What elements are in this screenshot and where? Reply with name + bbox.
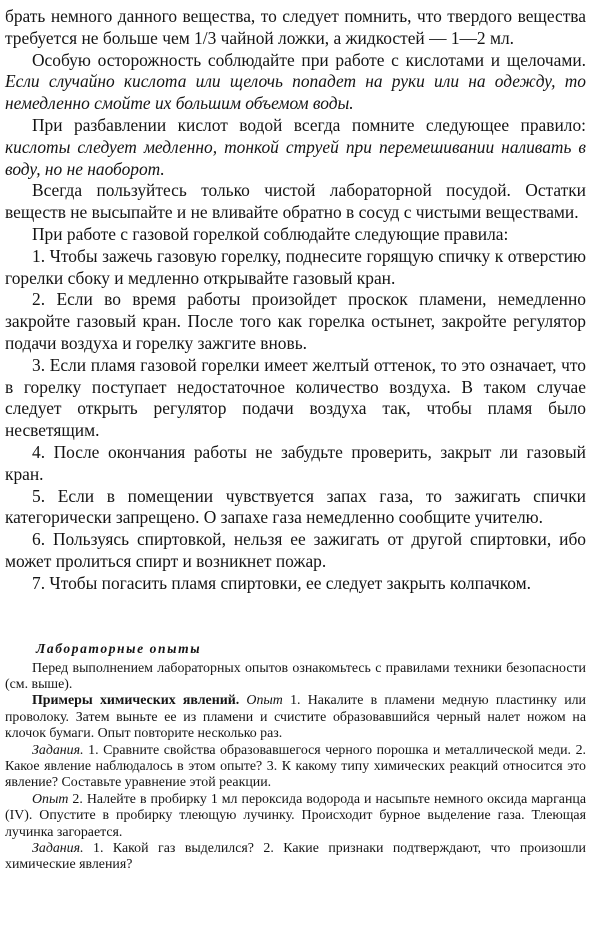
- rule-1: 1. Чтобы зажечь газовую горелку, поднесите горящую спичку к отверстию горелки сбоку и медленно открывайте газовый кран.: [5, 245, 586, 288]
- paragraph-measuring-substances: брать немного данного вещества, то следует помнить, что твердого вещества требуется не больше чем 1/3 чайной ложки, а жидкостей — 1—2 мл.: [5, 6, 586, 48]
- paragraph-dilution-rule: При разбавлении кислот водой всегда помните следующее правило: кислоты следует медленно, тонкой струей при перемешивании наливать в воду, но не наоборот.: [5, 114, 586, 179]
- section-gap: [5, 595, 586, 641]
- rule-4: 4. После окончания работы не забудьте проверить, закрыт ли газовый кран.: [5, 441, 586, 484]
- paragraph-clean-glassware: Всегда пользуйтесь только чистой лабораторной посудой. Остатки веществ не высыпайте и не вливайте обратно в сосуд с чистыми веществами.: [5, 180, 586, 223]
- fraction-one-third: 1/3: [194, 27, 217, 48]
- experiment-1: Примеры химических явлений. Опыт 1. Накалите в пламени медную пластинку или проволоку. Затем выньте ее из пламени и счистите образовавшийся черный налет ножом на клочок бумаги. Опыт повторите несколько раз.: [5, 693, 586, 742]
- experiment-1-title: Примеры химических явлений.: [32, 693, 240, 709]
- tasks-1: Задания. 1. Сравните свойства образовавшегося черного порошка и металлической меди. 2. Какое явление наблюдалось в этом опыте? 3. К какому типу химических реакций относится это явление? Составьте уравнение этой реакции.: [5, 742, 586, 791]
- dilution-rule-text: кислоты следует медленно, тонкой струей при перемешивании наливать в воду, но не наоборот.: [5, 136, 586, 179]
- paragraph-gas-burner-intro: При работе с газовой горелкой соблюдайте следующие правила:: [32, 223, 509, 244]
- rule-5: 5. Если в помещении чувствуется запах газа, то зажигать спички категорически запрещено. О запахе газа немедленно сообщите учителю.: [5, 485, 586, 528]
- rule-6: 6. Пользуясь спиртовкой, нельзя ее зажигать от другой спиртовки, ибо может пролиться спирт и возникнет пожар.: [5, 529, 586, 571]
- rule-3: 3. Если пламя газовой горелки имеет желтый оттенок, то это означает, что в горелку поступает недостаточное количество воздуха. В таком случае следует открыть регулятор подачи воздуха так, чтобы пламя было несветящим.: [5, 354, 586, 441]
- lab-experiments-section: [5, 661, 586, 874]
- experiment-2: Опыт 2. Налейте в пробирку 1 мл пероксида водорода и насыпьте немного оксида марганца (IV). Опустите в пробирку тлеющую лучинку. Происходит бурное выделение газа. Тлеющая лучинка загорается.: [5, 791, 586, 840]
- tasks-2: Задания. 1. Какой газ выделился? 2. Какие признаки подтверждают, что произошли химические явления?: [5, 840, 586, 873]
- lab-intro: Перед выполнением лабораторных опытов ознакомьтесь с правилами техники безопасности (см. выше).: [5, 660, 586, 692]
- rule-7: 7. Чтобы погасить пламя спиртовки, ее следует закрыть колпачком.: [32, 572, 531, 593]
- lab-experiments-heading: Лабораторные опыты: [36, 640, 202, 656]
- acid-spill-warning: Если случайно кислота или щелочь попадет на руки или на одежду, то немедленно смойте их большим объемом воды.: [5, 71, 586, 114]
- rule-2: 2. Если во время работы произойдет проскок пламени, немедленно закройте газовый кран. После того как горелка остынет, закройте регулятор подачи воздуха и горелку зажгите вновь.: [5, 289, 586, 353]
- paragraph-acids-alkalis: Особую осторожность соблюдайте при работе с кислотами и щелочами. Если случайно кислота или щелочь попадет на руки или на одежду, то немедленно смойте их большим объемом воды.: [5, 49, 586, 114]
- safety-rules-section: [5, 6, 586, 595]
